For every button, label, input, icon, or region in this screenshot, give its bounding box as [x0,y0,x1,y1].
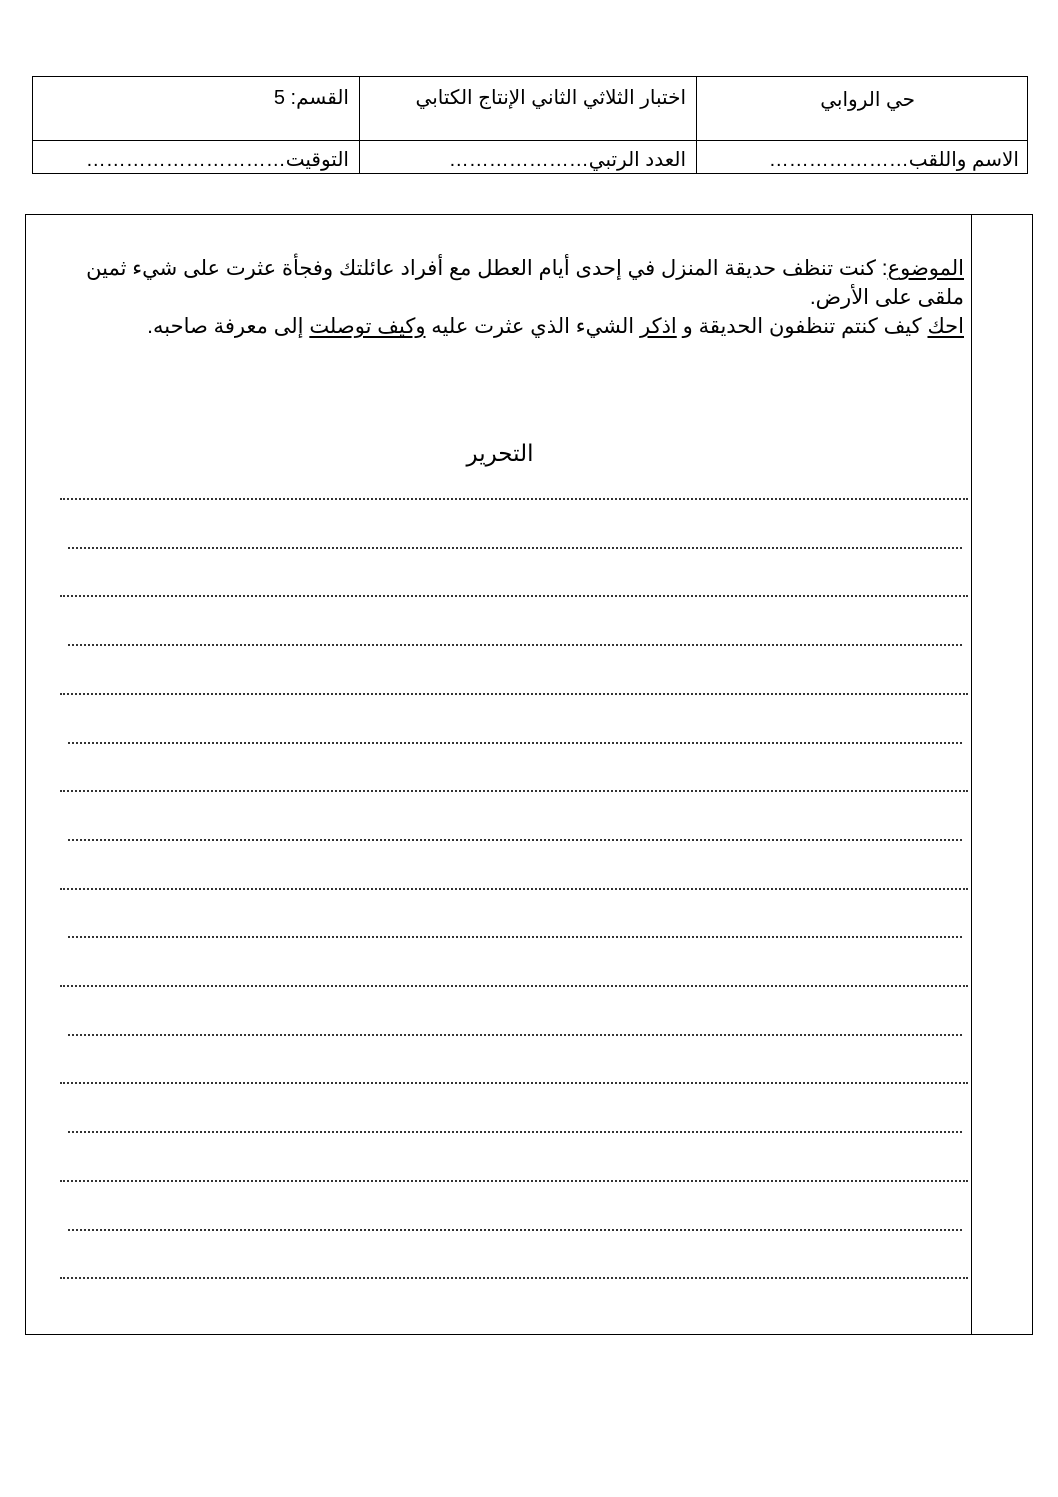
task-narrate: احك [927,315,964,338]
task-how: وكيف توصلت [309,315,426,338]
school-name: حي الروابي [820,89,915,111]
subject-paragraph [36,254,964,312]
writing-line[interactable] [60,888,968,890]
answer-frame [25,214,1033,1335]
writing-title: التحرير [466,440,534,466]
task-paragraph [36,312,964,341]
writing-line[interactable] [60,790,968,792]
writing-line[interactable] [68,936,962,938]
name-cell [697,141,1027,173]
writing-line[interactable] [68,1131,962,1133]
task-mention: اذكر [639,315,677,338]
serial-label: العدد الرتبي [588,149,686,171]
task-text-4: إلى معرفة صاحبه. [147,315,310,338]
writing-line[interactable] [68,839,962,841]
exam-title-cell [360,77,697,141]
writing-line[interactable] [60,693,968,695]
name-label: الاسم واللقب [908,149,1019,171]
name-field [769,147,1019,172]
class-cell [33,77,360,141]
serial-field [449,147,686,172]
student-info-table [32,76,1028,174]
writing-line[interactable] [68,644,962,646]
writing-line[interactable] [68,742,962,744]
signature-dots: ………………………… [85,149,286,171]
subject-prompt [36,254,964,341]
writing-line[interactable] [60,595,968,597]
task-text-2: كيف كنتم تنظفون الحديقة و [676,315,928,338]
subject-text-1: : كنت تنظف حديقة المنزل في إحدى أيام العطل مع أفراد عائلتك وفجأة عثرت على شيء ثمين ملقى على الأرض. [86,257,964,309]
serial-cell [360,141,697,173]
name-dots: ………………… [768,149,909,171]
writing-line[interactable] [68,547,962,549]
exam-title: اختبار الثلاثي الثاني الإنتاج الكتابي [415,87,686,109]
task-text-3: الشيء الذي عثرت عليه [425,315,640,338]
writing-line[interactable] [60,985,968,987]
serial-dots: ………………… [448,149,589,171]
writing-line[interactable] [60,498,968,500]
signature-field [86,147,349,172]
writing-line[interactable] [60,1277,968,1279]
writing-line[interactable] [60,1082,968,1084]
writing-line[interactable] [68,1229,962,1231]
writing-line[interactable] [68,1034,962,1036]
writing-line[interactable] [60,1180,968,1182]
grading-margin [971,215,972,1334]
subject-label: الموضوع [887,257,964,280]
signature-label: التوقيت [285,149,349,171]
signature-cell [33,141,360,173]
class-label: القسم: 5 [273,87,349,109]
school-cell [697,77,1027,141]
